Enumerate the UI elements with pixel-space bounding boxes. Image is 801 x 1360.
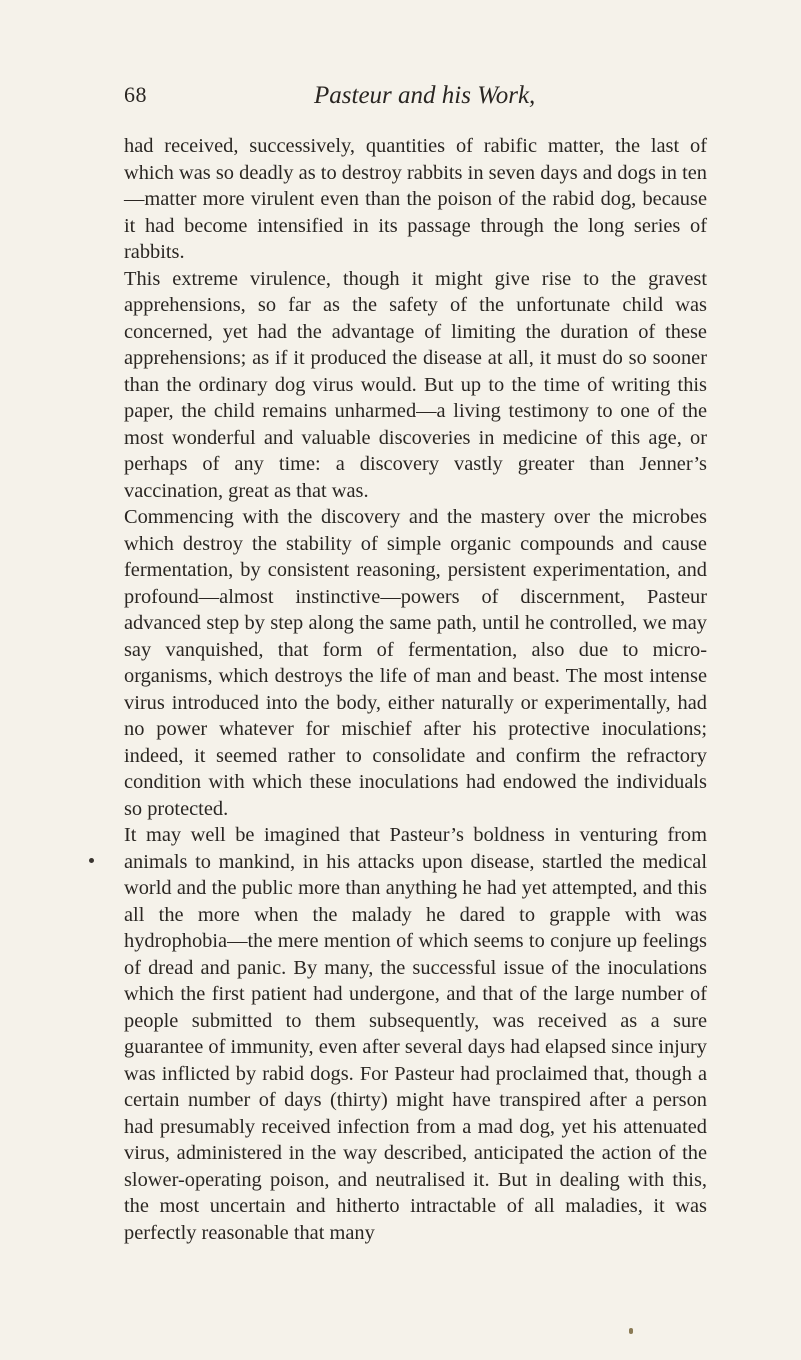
running-title: Pasteur and his Work, [314,82,536,109]
body-text [124,133,707,1246]
paragraph-virulence: This extreme virulence, though it might give rise to the gravest apprehensions, so far as the safety of the unfortunate child was concerned, yet had the advantage of limiting the duration of these apprehensions; as if it produced the disease at all, it must do so sooner than the ordinary dog virus would. But up to the time of writing this paper, the child remains unharmed—a living testimony to one of the most wonderful and valuable discoveries in medicine of this age, or perhaps of any time: a discovery vastly greater than Jenner’s vaccination, great as that was. [124,267,707,502]
running-head [124,82,710,112]
paragraph-continued: had received, successively, quantities of rabific matter, the last of which was so deadly as to destroy rabbits in seven days and dogs in ten—matter more virulent even than the poison of the rabid dog, because it had become intensified in its passage through the long series of rabbits. [124,135,707,263]
paragraph-hydrophobia: It may well be imagined that Pasteur’s boldness in venturing from animals to mankind, in his attacks upon disease, startled the medical world and the public more than anything he had yet attempted, and this all the more when the malady he dared to grapple with was hydrophobia—the mere mention of which seems to conjure up feelings of dread and panic. By many, the successful issue of the inoculations which the first patient had undergone, and that of the large number of people submitted to them subsequently, was received as a sure guarantee of immunity, even after several days had elapsed since injury was inflicted by rabid dogs. For Pasteur had proclaimed that, though a certain number of days (thirty) might have transpired after a person had presumably received infection from a mad dog, yet his attenuated virus, administered in the way described, anticipated the action of the slower-operating poison, and neutralised it. But in dealing with this, the most uncertain and hitherto intractable of all maladies, it was perfectly reasonable that many [124,824,707,1244]
paper-speck [629,1328,633,1334]
margin-mark [89,858,94,863]
paragraph-fermentation: Commencing with the discovery and the mastery over the microbes which destroy the stability of simple organic compounds and cause fermentation, by consistent reasoning, persistent experimentation, and profound—almost instinctive—powers of discernment, Pasteur advanced step by step along the same path, until he controlled, we may say vanquished, that form of fermentation, also due to micro-organisms, which destroys the life of man and beast. The most intense virus introduced into the body, either naturally or experimentally, had no power whatever for mischief after his protective inoculations; indeed, it seemed rather to consolidate and confirm the refractory condition with which these inoculations had endowed the individuals so protected. [124,506,707,820]
page-number: 68 [124,82,147,107]
